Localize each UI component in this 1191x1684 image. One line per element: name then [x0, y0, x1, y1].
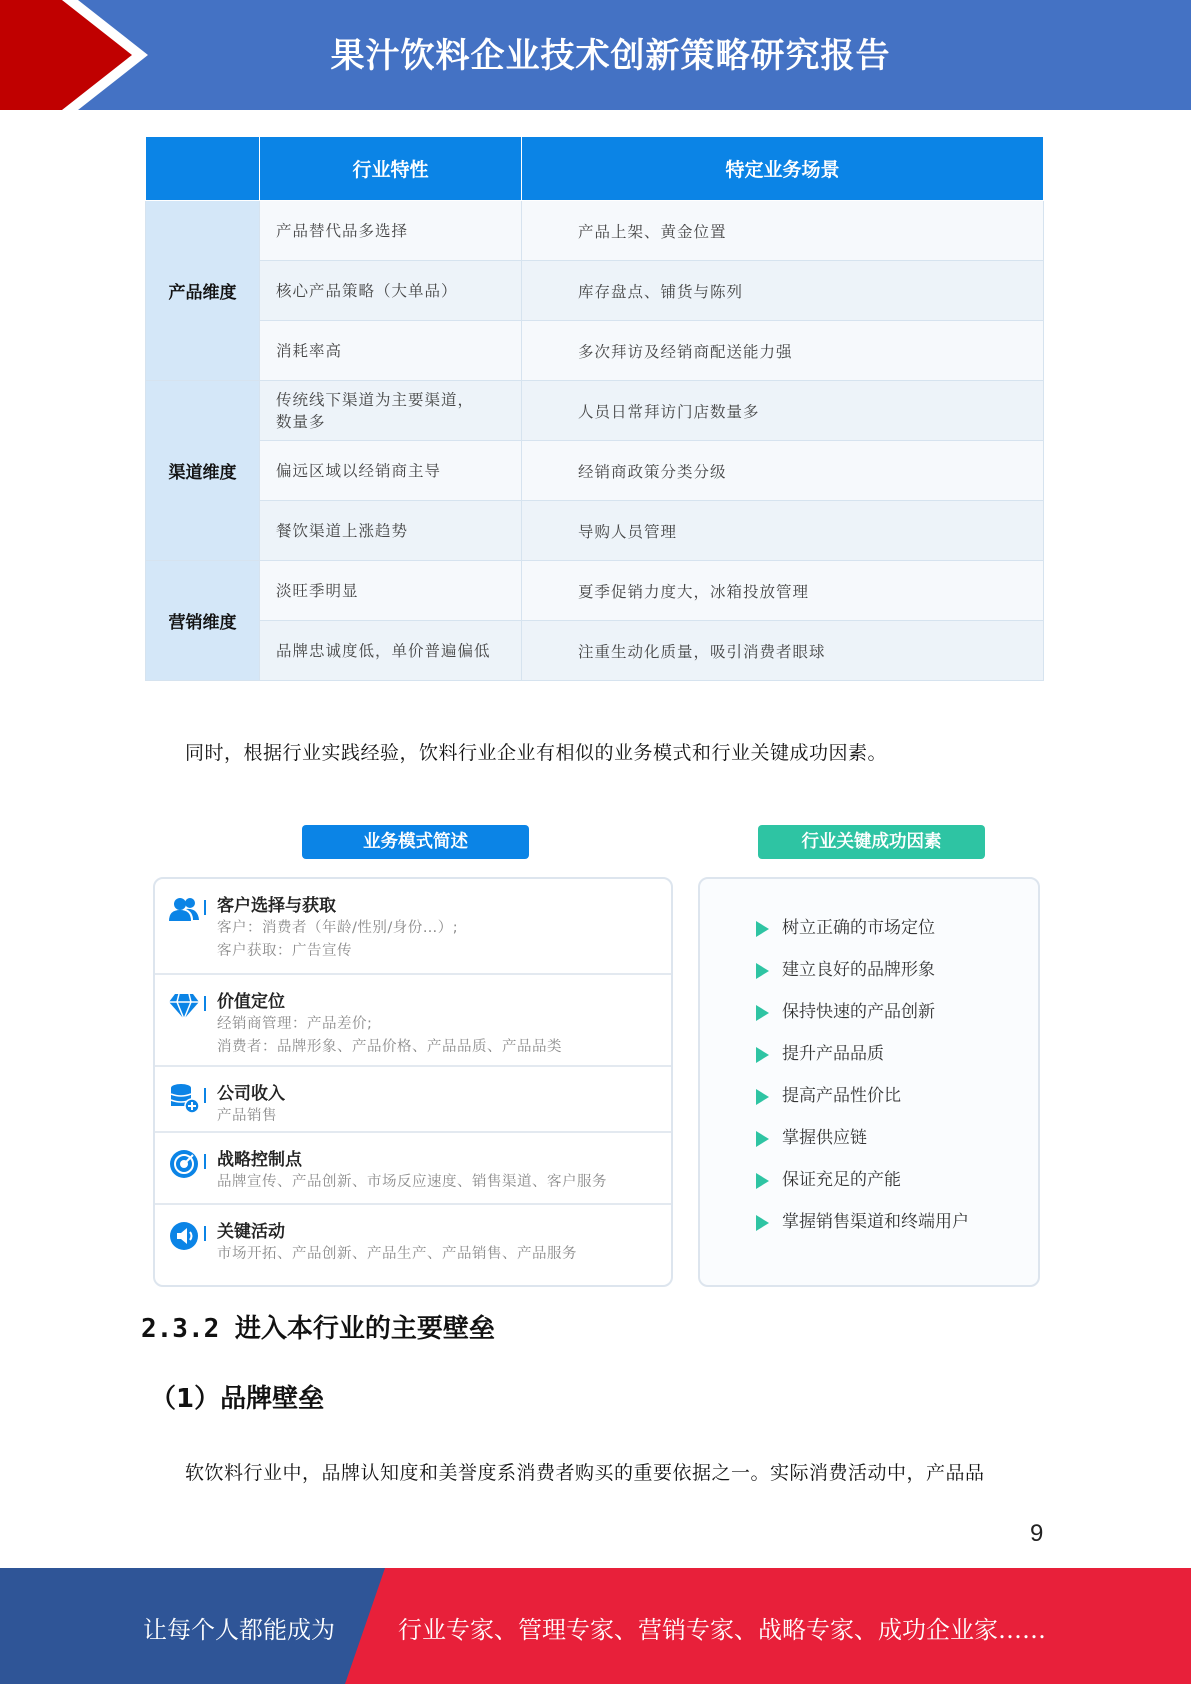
- body-paragraph: 同时，根据行业实践经验，饮料行业企业有相似的业务模式和行业关键成功因素。: [185, 742, 888, 764]
- page-footer: [0, 1568, 1191, 1684]
- speaker-icon: [169, 1221, 199, 1251]
- table-row: [146, 441, 1044, 501]
- section-line: 消费者：品牌形象、产品价格、产品品质、产品品类: [217, 1039, 562, 1055]
- section-title: 公司收入: [217, 1084, 285, 1104]
- category-cell: 渠道维度: [146, 381, 260, 561]
- success-factors-card: [698, 877, 1040, 1287]
- list-item: 掌握销售渠道和终端用户: [756, 1211, 969, 1253]
- model-section: [155, 1205, 671, 1281]
- table-cell: 传统线下渠道为主要渠道，数量多: [260, 381, 522, 441]
- section-line: 客户获取：广告宣传: [217, 943, 352, 959]
- coins-plus-icon: [169, 1083, 199, 1113]
- table-header-cell: [146, 137, 260, 201]
- model-section: [155, 1133, 671, 1205]
- model-section: [155, 879, 671, 975]
- table-cell: 多次拜访及经销商配送能力强: [522, 321, 1044, 381]
- success-factors-list: [756, 917, 969, 1253]
- table-cell: 导购人员管理: [522, 501, 1044, 561]
- subsection-heading: （1）品牌壁垒: [150, 1384, 325, 1414]
- page-number: 9: [1030, 1520, 1044, 1547]
- model-section: [155, 1067, 671, 1133]
- list-item: 掌握供应链: [756, 1127, 969, 1169]
- table-cell: 消耗率高: [260, 321, 522, 381]
- list-item: 提升产品品质: [756, 1043, 969, 1085]
- table-cell: 经销商政策分类分级: [522, 441, 1044, 501]
- model-section: [155, 975, 671, 1067]
- section-line: 客户：消费者（年龄/性别/身份…）;: [217, 920, 459, 936]
- business-model-card: [153, 877, 673, 1287]
- table-row: [146, 381, 1044, 441]
- table-row: [146, 561, 1044, 621]
- section-line: 产品销售: [217, 1108, 277, 1124]
- divider-bar: [204, 1088, 206, 1103]
- divider-bar: [204, 996, 206, 1011]
- divider-bar: [204, 900, 206, 915]
- table-cell: 产品替代品多选择: [260, 201, 522, 261]
- target-icon: [169, 1149, 199, 1179]
- category-cell: 产品维度: [146, 201, 260, 381]
- success-factors-title: 行业关键成功因素: [758, 825, 985, 859]
- table-header-row: [146, 137, 1044, 201]
- footer-slogan-right: 行业专家、管理专家、营销专家、战略专家、成功企业家……: [398, 1616, 1046, 1644]
- table-row: [146, 201, 1044, 261]
- diamond-icon: [169, 991, 199, 1021]
- table-cell: 淡旺季明显: [260, 561, 522, 621]
- industry-characteristics-table: [145, 136, 1044, 681]
- table-row: [146, 621, 1044, 681]
- section-title: 价值定位: [217, 992, 285, 1012]
- table-cell: 偏远区域以经销商主导: [260, 441, 522, 501]
- divider-bar: [204, 1154, 206, 1169]
- section-line: 经销商管理：产品差价;: [217, 1016, 373, 1032]
- table-cell: 注重生动化质量，吸引消费者眼球: [522, 621, 1044, 681]
- section-title: 关键活动: [217, 1222, 285, 1242]
- table-cell: 库存盘点、铺货与陈列: [522, 261, 1044, 321]
- table-header-cell: 特定业务场景: [522, 137, 1044, 201]
- category-cell: 营销维度: [146, 561, 260, 681]
- page-header: [0, 0, 1191, 110]
- section-heading: 2.3.2 进入本行业的主要壁垒: [141, 1314, 495, 1344]
- report-title: 果汁饮料企业技术创新策略研究报告: [330, 36, 891, 76]
- table-header-cell: 行业特性: [260, 137, 522, 201]
- table-cell: 核心产品策略（大单品）: [260, 261, 522, 321]
- table-cell: 人员日常拜访门店数量多: [522, 381, 1044, 441]
- table-row: [146, 501, 1044, 561]
- section-title: 战略控制点: [217, 1150, 302, 1170]
- table-cell: 产品上架、黄金位置: [522, 201, 1044, 261]
- section-line: 品牌宣传、产品创新、市场反应速度、销售渠道、客户服务: [217, 1174, 607, 1190]
- list-item: 建立良好的品牌形象: [756, 959, 969, 1001]
- table-cell: 餐饮渠道上涨趋势: [260, 501, 522, 561]
- divider-bar: [204, 1226, 206, 1241]
- table-cell: 品牌忠诚度低，单价普遍偏低: [260, 621, 522, 681]
- table-row: [146, 261, 1044, 321]
- list-item: 提高产品性价比: [756, 1085, 969, 1127]
- body-paragraph: 软饮料行业中，品牌认知度和美誉度系消费者购买的重要依据之一。实际消费活动中，产品品: [185, 1462, 985, 1484]
- section-title: 客户选择与获取: [217, 896, 336, 916]
- users-icon: [169, 895, 199, 925]
- table-row: [146, 321, 1044, 381]
- list-item: 树立正确的市场定位: [756, 917, 969, 959]
- list-item: 保证充足的产能: [756, 1169, 969, 1211]
- list-item: 保持快速的产品创新: [756, 1001, 969, 1043]
- footer-slogan-left: 让每个人都能成为: [143, 1616, 335, 1644]
- business-model-title: 业务模式简述: [302, 825, 529, 859]
- table-cell: 夏季促销力度大，冰箱投放管理: [522, 561, 1044, 621]
- section-line: 市场开拓、产品创新、产品生产、产品销售、产品服务: [217, 1246, 577, 1262]
